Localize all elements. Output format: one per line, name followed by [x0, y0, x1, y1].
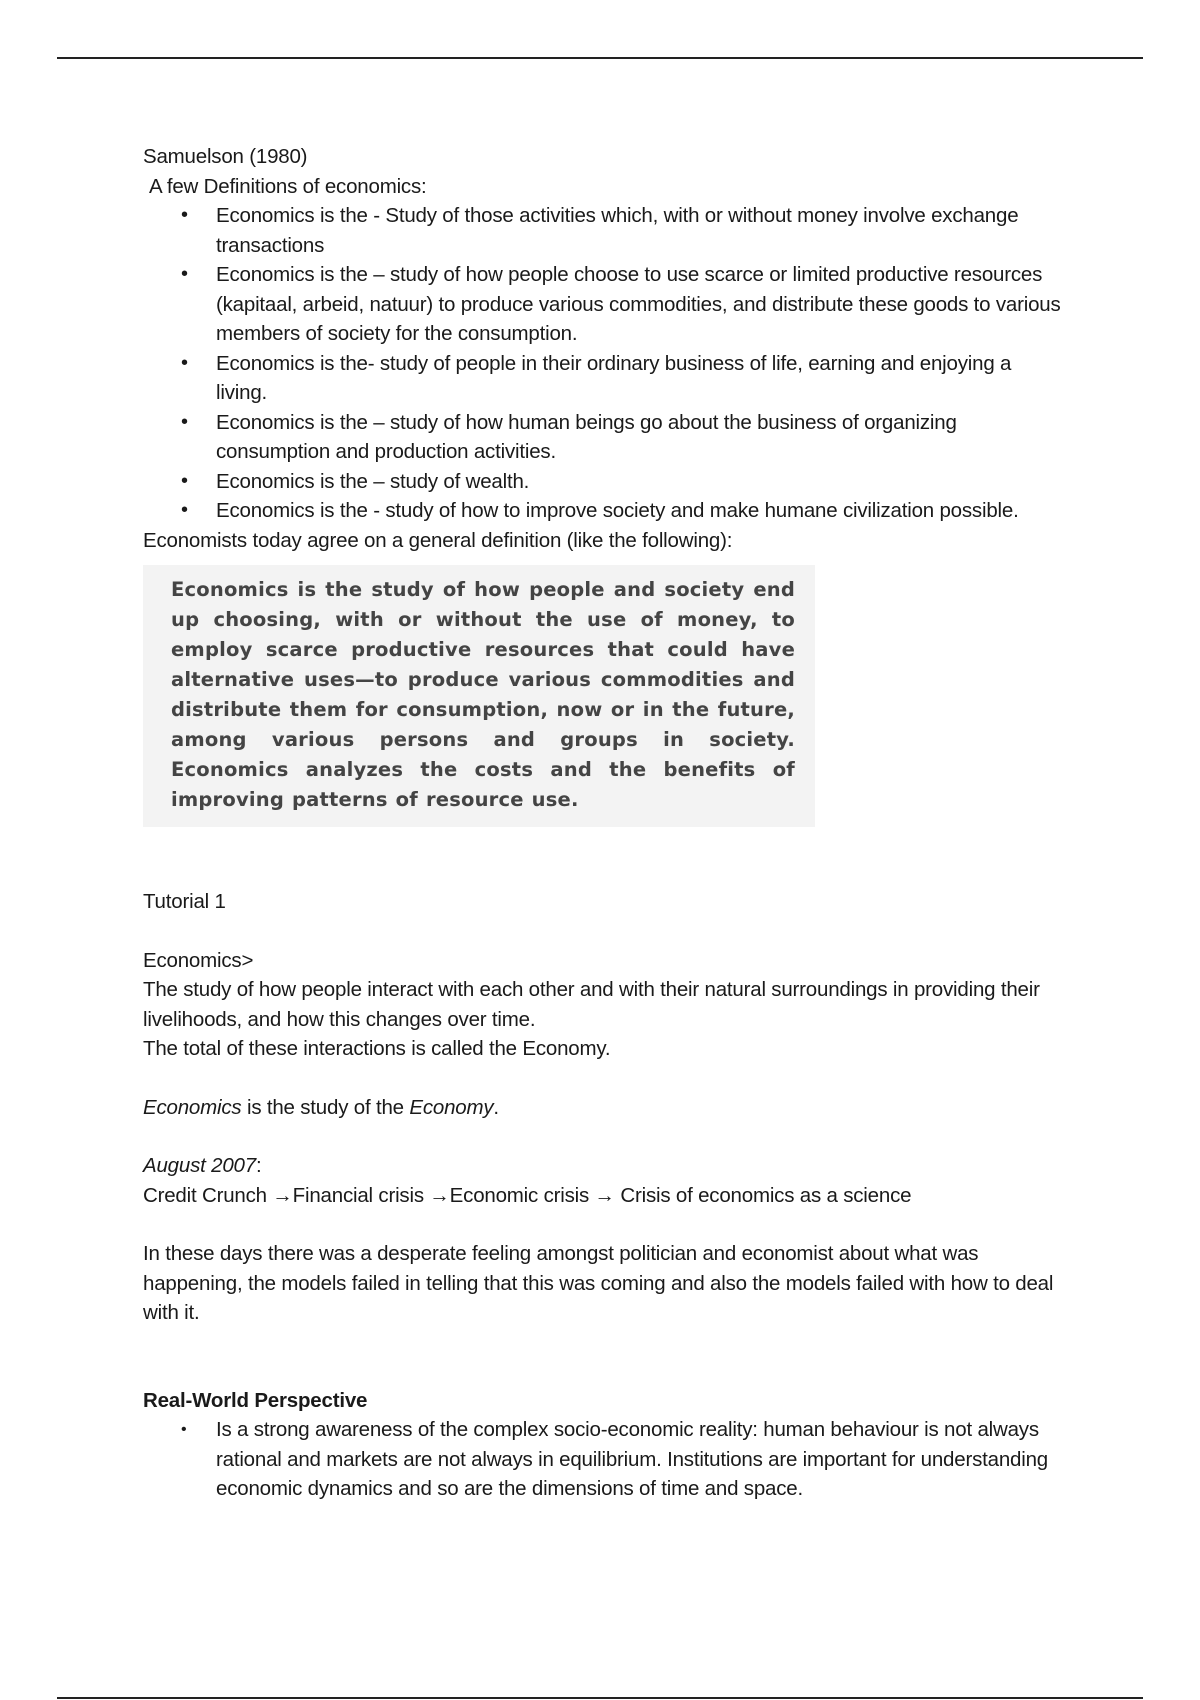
bullet-icon: •: [181, 410, 188, 433]
real-world-point: Is a strong awareness of the complex socio-economic reality: human behaviour is not always rational and markets are not always in equilibrium. Institutions are important for understanding economic dynamics and so are the dimensions of time and space.: [216, 1418, 1048, 1500]
footer-rule: [57, 1697, 1143, 1699]
header-rule: [57, 57, 1143, 59]
scanned-quote-image: [143, 565, 815, 827]
list-item: [143, 467, 1063, 497]
real-world-heading: [143, 1386, 1063, 1416]
bullet-icon: •: [181, 263, 188, 285]
august-colon: :: [255, 1154, 262, 1177]
desperate-paragraph: In these days there was a desperate feeling amongst politician and economist about what was happening, the models failed in telling that this was coming and also the models failed with how to deal with it.: [143, 1242, 1054, 1324]
tutorial-title: Tutorial 1: [143, 890, 226, 913]
economics-definition: The study of how people interact with each other and with their natural surroundings in providing their livelihoods, and how this changes over time.: [143, 978, 1040, 1031]
real-world-list: [143, 1415, 1063, 1504]
definition-text: Economics is the – study of how people choose to use scarce or limited productive resources (kapitaal, arbeid, natuur) to produce various commodities, and distribute these goods to various members of society for the consumption.: [216, 263, 1061, 345]
august-label: August 2007: [143, 1154, 256, 1177]
definitions-list: [143, 201, 1063, 526]
list-item: [143, 201, 1063, 260]
bullet-icon: •: [181, 204, 188, 226]
document-page: [143, 142, 1063, 1504]
definition-text: Economics is the - study of how to improve society and make humane civilization possible.: [216, 499, 1019, 522]
economics-heading: Economics>: [143, 948, 254, 972]
crisis-chain: Credit Crunch →Financial crisis →Economic crisis → Crisis of economics as a science: [143, 1183, 912, 1207]
real-world-heading-text: Real-World Perspective: [143, 1388, 368, 1412]
economics-study-middle: is the study of the: [241, 1095, 410, 1119]
economy-term: Economy: [409, 1095, 494, 1119]
general-definition-intro: Economists today agree on a general definition (like the following):: [143, 528, 733, 552]
definitions-intro: A few Definitions of economics:: [149, 174, 427, 198]
list-item: [143, 349, 1063, 408]
definition-text: Economics is the- study of people in their ordinary business of life, earning and enjoying a living.: [216, 351, 1012, 404]
economics-term: Economics: [143, 1095, 242, 1119]
bullet-icon: •: [181, 351, 188, 374]
bullet-icon: •: [181, 499, 188, 521]
list-item: [143, 1415, 1063, 1504]
bullet-icon: •: [181, 469, 188, 492]
economy-definition: The total of these interactions is called the Economy.: [143, 1037, 611, 1060]
list-item: [143, 496, 1063, 526]
definition-text: Economics is the – study of wealth.: [216, 469, 530, 493]
list-item: [143, 408, 1063, 467]
economics-study-line: [143, 1093, 1063, 1123]
list-item: [143, 260, 1063, 349]
economics-study-end: .: [493, 1095, 499, 1119]
definition-text: Economics is the – study of how human beings go about the business of organizing consumption and production activities.: [216, 410, 957, 463]
bullet-icon: •: [181, 1421, 187, 1438]
quote-text: Economics is the study of how people and society end up choosing, with or without the use of money, to employ scarce productive resources that could have alternative uses—to produce various commodities and distribute them for consumption, now or in the future, among various persons and groups in society. Economics analyzes the costs and the benefits of improving patterns of resource use.: [171, 578, 795, 811]
august-line: [143, 1151, 1063, 1181]
definition-text: Economics is the - Study of those activities which, with or without money involve exchange transactions: [216, 204, 1019, 257]
source-heading: Samuelson (1980): [143, 145, 308, 168]
